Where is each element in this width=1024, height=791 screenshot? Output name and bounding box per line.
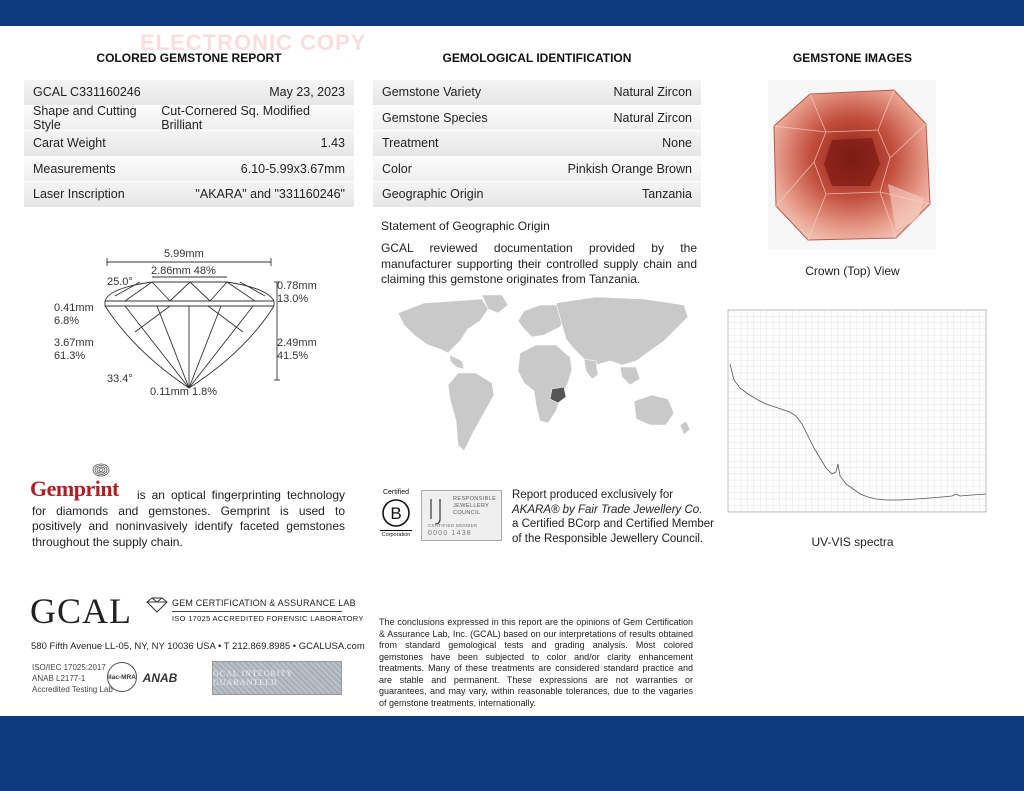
gcal-tagline: GEM CERTIFICATION & ASSURANCE LAB	[172, 598, 356, 608]
exclusive-line: of the Responsible Jewellery Council.	[512, 532, 704, 545]
rjc-line: RESPONSIBLE	[453, 496, 497, 502]
identification-row-label: Treatment	[382, 136, 439, 151]
report-table	[24, 80, 354, 208]
diagram-width: 5.99mm	[164, 248, 204, 260]
diagram-pavilion-depth-mm: 2.49mm	[277, 337, 317, 349]
exclusive-line: AKARA® by Fair Trade Jewellery Co.	[512, 503, 703, 516]
identification-row-label: Geographic Origin	[382, 187, 484, 202]
top-band	[0, 0, 1024, 26]
bottom-band	[0, 716, 1024, 791]
diagram-pavilion-depth-pct: 41.5%	[277, 350, 309, 362]
rjc-logo	[421, 490, 502, 541]
report-row-value: 6.10-5.99x3.67mm	[240, 161, 345, 176]
photo-caption: Crown (Top) View	[805, 264, 900, 278]
identification-row-value: None	[662, 136, 692, 151]
gcal-divider	[172, 611, 342, 612]
report-row	[24, 182, 354, 208]
gemprint-logo: Gemprint	[30, 476, 119, 501]
bcorp-logo	[378, 489, 414, 538]
identification-row	[373, 157, 701, 183]
uvvis-spectrum	[716, 306, 988, 521]
report-row-value: Cut-Cornered Sq. Modified Brilliant	[161, 103, 310, 132]
gcal-logo: GCAL	[30, 591, 132, 631]
identification-row	[373, 182, 701, 208]
diamond-icon	[145, 597, 169, 613]
gcal-address: 580 Fifth Avenue LL-05, NY, NY 10036 USA • T 212.869.8985 • GCALUSA.com	[31, 641, 365, 652]
diagram-culet: 0.11mm 1.8%	[150, 386, 218, 398]
report-row	[24, 103, 354, 132]
anab-logo: ANAB	[142, 671, 178, 685]
bcorp-certified: Certified	[382, 489, 410, 496]
iso-line: ISO/IEC 17025:2017	[32, 663, 106, 672]
ilac-logo: ilac-MRA	[107, 662, 137, 692]
diagram-table: 2.86mm 48%	[151, 265, 216, 277]
iso-line: ANAB L2177-1	[32, 674, 86, 683]
images-heading: GEMSTONE IMAGES	[792, 51, 913, 65]
diagram-crown-height-mm: 0.78mm	[277, 280, 317, 292]
identification-row	[373, 106, 701, 132]
gemstone-photo	[768, 80, 936, 250]
rjc-line: JEWELLERY	[453, 503, 490, 509]
identification-row-label: Gemstone Species	[382, 110, 488, 125]
diagram-depth-pct: 61.3%	[54, 350, 86, 362]
iso-line: Accredited Testing Lab	[32, 685, 113, 694]
rjc-line: COUNCIL	[453, 510, 481, 516]
exclusive-line: Report produced exclusively for	[512, 489, 674, 501]
diagram-girdle-mm: 0.41mm	[54, 302, 94, 314]
report-row-value: "AKARA" and "331160246"	[195, 187, 345, 202]
report-row-label: GCAL C331160246	[33, 85, 141, 100]
identification-row-value: Natural Zircon	[613, 85, 692, 100]
diagram-pavilion-angle: 33.4°	[107, 373, 133, 385]
identification-row-label: Gemstone Variety	[382, 85, 482, 100]
disclaimer: The conclusions expressed in this report are the opinions of Gem Certification & Assurance Lab, Inc. (GCAL) based on our interpretations of results obtained from standard gemological tests and grading analysis. Most colored gemstones have been subjected to color and/or clarity enhancement treatments. Many of these treatments are considered standard practice and are stable and permanent. These expressions are not warranties or guarantees, and may vary, within reasonable tolerances, due to the vagaries of gemstone treatments, internationally.	[379, 617, 693, 708]
report-row-label: Shape and Cutting Style	[33, 103, 137, 132]
origin-statement: GCAL reviewed documentation provided by the manufacturer supporting their controlled supply chain and claiming this gemstone originates from Tanzania.	[381, 241, 697, 286]
world-map	[384, 295, 696, 457]
exclusive-line: a Certified BCorp and Certified Member	[512, 518, 714, 530]
report-row-label: Laser Inscription	[33, 187, 125, 202]
report-row-label: Carat Weight	[33, 136, 106, 151]
identification-row-value: Tanzania	[641, 187, 692, 202]
watermark: ELECTRONIC COPY	[140, 30, 367, 55]
svg-text:B: B	[390, 504, 402, 523]
identification-row-label: Color	[382, 161, 412, 176]
diagram-girdle-pct: 6.8%	[54, 315, 80, 327]
report-heading: COLORED GEMSTONE REPORT	[96, 51, 282, 65]
report-row	[24, 157, 354, 183]
spectra-caption: UV-VIS spectra	[811, 535, 894, 549]
identification-table	[373, 80, 701, 208]
fingerprint-icon	[92, 463, 110, 477]
report-row-value: 1.43	[320, 136, 345, 151]
bcorp-b-icon	[381, 498, 411, 528]
iso-info	[32, 662, 113, 695]
identification-row	[373, 131, 701, 157]
integrity-seal: GCAL INTEGRITY GUARANTEED	[212, 661, 342, 695]
identification-row-value: Pinkish Orange Brown	[567, 161, 692, 176]
gcal-accreditation: ISO 17025 ACCREDITED FORENSIC LABORATORY	[172, 614, 364, 623]
rjc-member: CERTIFIED MEMBER	[428, 523, 478, 528]
report-row-value: May 23, 2023	[269, 85, 345, 100]
bcorp-corporation: Corporation	[381, 532, 411, 538]
report-row	[24, 131, 354, 157]
diagram-depth-mm: 3.67mm	[54, 337, 94, 349]
diagram-crown-height-pct: 13.0%	[277, 293, 309, 305]
identification-row-value: Natural Zircon	[613, 110, 692, 125]
origin-title: Statement of Geographic Origin	[381, 219, 550, 233]
gemprint-description: is an optical fingerprinting technology for diamonds and gemstones. Gemprint is used to positively and noninvasively identify faceted gemstones throughout the supply chain.	[32, 488, 345, 549]
exclusive-statement	[512, 488, 714, 546]
identification-row	[373, 80, 701, 106]
report-row-label: Measurements	[33, 161, 116, 176]
diagram-crown-angle: 25.0°	[107, 276, 133, 288]
report-row	[24, 80, 354, 106]
rjc-number: 0000 1438	[428, 530, 472, 537]
identification-heading: GEMOLOGICAL IDENTIFICATION	[442, 51, 632, 65]
